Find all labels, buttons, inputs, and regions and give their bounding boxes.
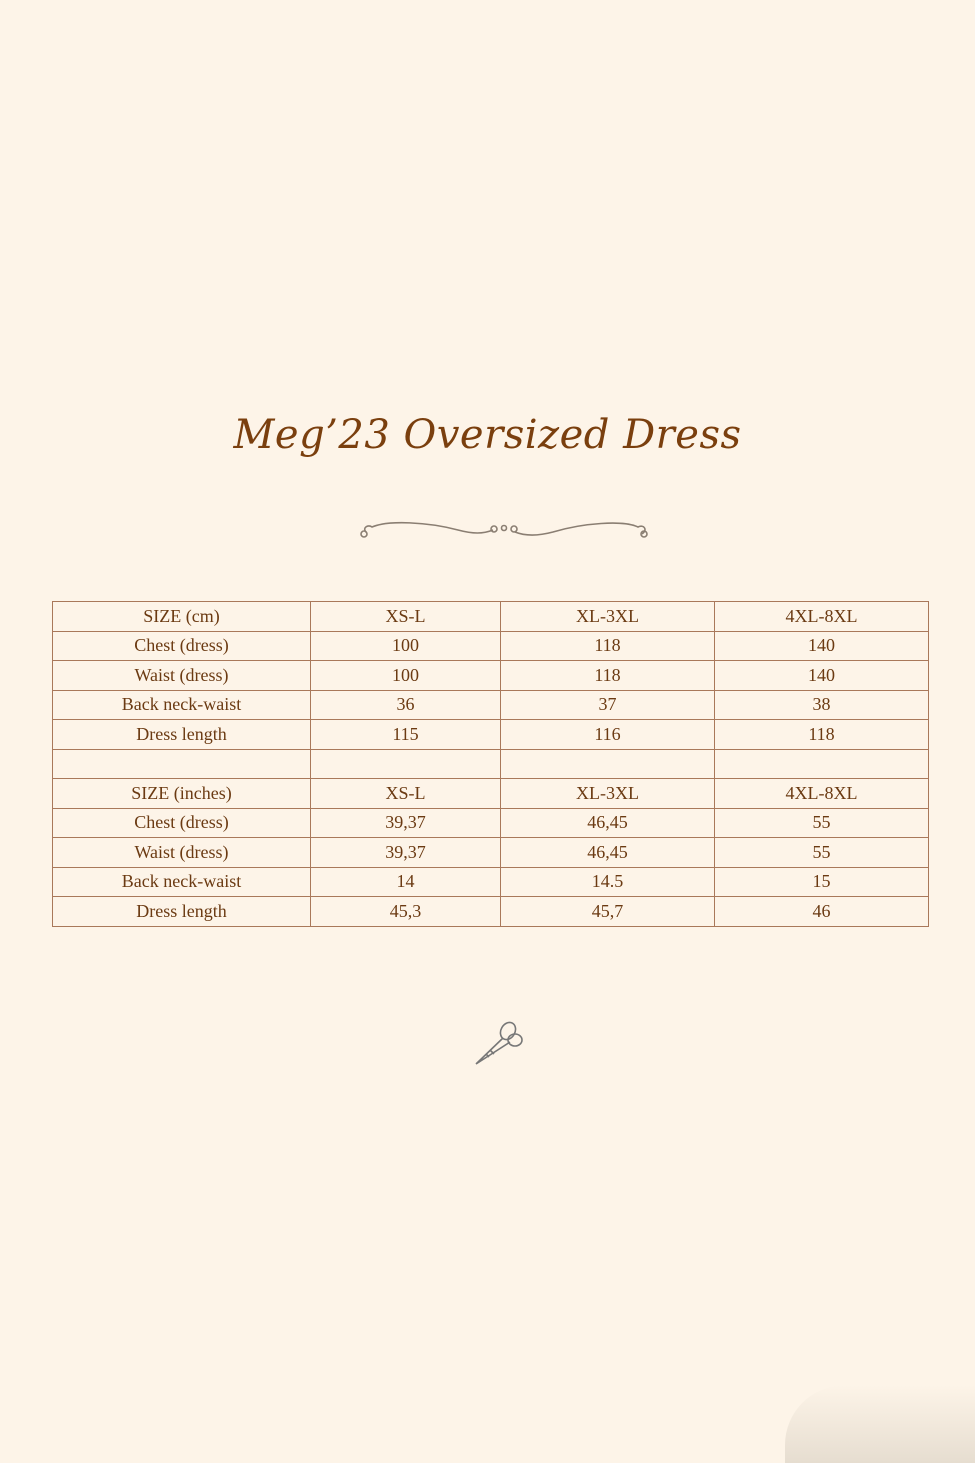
row-label-cell: Waist (dress) bbox=[53, 661, 311, 691]
value-cell: 118 bbox=[715, 720, 929, 750]
table-row bbox=[53, 897, 929, 927]
page-corner-shadow bbox=[785, 1385, 975, 1463]
value-cell: 15 bbox=[715, 867, 929, 897]
table-row bbox=[53, 631, 929, 661]
table-row bbox=[53, 749, 929, 779]
value-cell: 100 bbox=[311, 631, 501, 661]
value-cell: 46,45 bbox=[501, 808, 715, 838]
value-cell: 46,45 bbox=[501, 838, 715, 868]
value-cell: 140 bbox=[715, 631, 929, 661]
value-cell: 39,37 bbox=[311, 838, 501, 868]
value-cell bbox=[501, 749, 715, 779]
value-cell: 140 bbox=[715, 661, 929, 691]
value-cell: 100 bbox=[311, 661, 501, 691]
value-cell: 38 bbox=[715, 690, 929, 720]
table-row bbox=[53, 661, 929, 691]
scissors-icon bbox=[470, 1018, 526, 1068]
value-cell: XL-3XL bbox=[501, 779, 715, 809]
value-cell: XS-L bbox=[311, 602, 501, 632]
value-cell bbox=[311, 749, 501, 779]
value-cell: 55 bbox=[715, 808, 929, 838]
value-cell: 14 bbox=[311, 867, 501, 897]
table-row bbox=[53, 779, 929, 809]
page-title: Meg’23 Oversized Dress bbox=[233, 412, 742, 458]
value-cell: 118 bbox=[501, 631, 715, 661]
table-row bbox=[53, 602, 929, 632]
row-label-cell: SIZE (cm) bbox=[53, 602, 311, 632]
value-cell: 118 bbox=[501, 661, 715, 691]
row-label-cell: Back neck-waist bbox=[53, 690, 311, 720]
row-label-cell bbox=[53, 749, 311, 779]
value-cell bbox=[715, 749, 929, 779]
value-cell: 4XL-8XL bbox=[715, 779, 929, 809]
row-label-cell: SIZE (inches) bbox=[53, 779, 311, 809]
value-cell: 45,7 bbox=[501, 897, 715, 927]
row-label-cell: Chest (dress) bbox=[53, 631, 311, 661]
value-cell: 115 bbox=[311, 720, 501, 750]
table-row bbox=[53, 808, 929, 838]
value-cell: 37 bbox=[501, 690, 715, 720]
value-cell: XS-L bbox=[311, 779, 501, 809]
table-row bbox=[53, 720, 929, 750]
value-cell: 39,37 bbox=[311, 808, 501, 838]
value-cell: 4XL-8XL bbox=[715, 602, 929, 632]
row-label-cell: Dress length bbox=[53, 897, 311, 927]
value-cell: 36 bbox=[311, 690, 501, 720]
flourish-divider-icon bbox=[358, 518, 650, 544]
value-cell: 116 bbox=[501, 720, 715, 750]
row-label-cell: Waist (dress) bbox=[53, 838, 311, 868]
row-label-cell: Dress length bbox=[53, 720, 311, 750]
value-cell: 55 bbox=[715, 838, 929, 868]
value-cell: XL-3XL bbox=[501, 602, 715, 632]
value-cell: 46 bbox=[715, 897, 929, 927]
row-label-cell: Chest (dress) bbox=[53, 808, 311, 838]
table-row bbox=[53, 690, 929, 720]
table-row bbox=[53, 867, 929, 897]
table-row bbox=[53, 838, 929, 868]
size-chart-table bbox=[52, 601, 929, 927]
row-label-cell: Back neck-waist bbox=[53, 867, 311, 897]
value-cell: 14.5 bbox=[501, 867, 715, 897]
value-cell: 45,3 bbox=[311, 897, 501, 927]
